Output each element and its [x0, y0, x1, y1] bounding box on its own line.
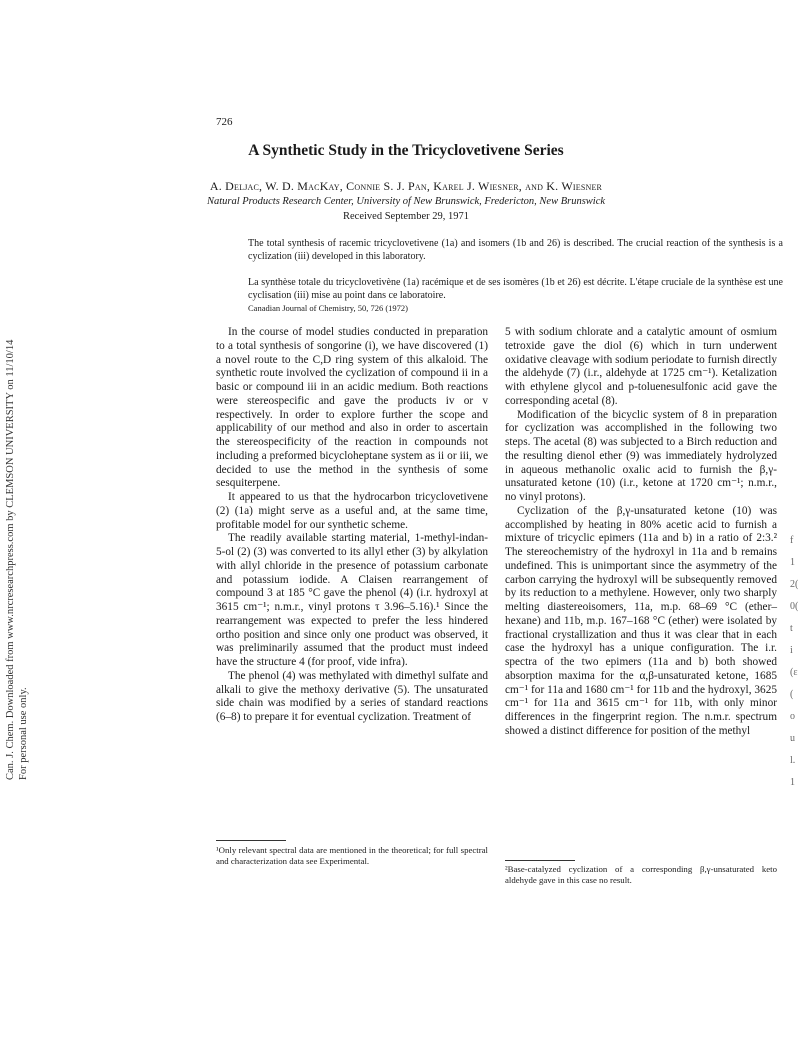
- margin-mark: l.: [790, 755, 796, 766]
- margin-mark: i: [790, 645, 793, 656]
- abstract-english: The total synthesis of racemic tricyclovetivene (1a) and isomers (1b and 26) is described. The crucial reaction of the synthesis is a cyclization (iii) developed in this laboratory.: [248, 238, 783, 262]
- received-date: Received September 29, 1971: [343, 211, 469, 222]
- paragraph: The phenol (4) was methylated with dimethyl sulfate and alkali to give the methoxy derivative (5). The unsaturated side chain was modified by a series of standard reactions (6–8) to prepare it for eventual cyclization. Treatment of: [216, 669, 488, 723]
- margin-mark: f: [790, 535, 794, 546]
- author-list: A. Deljac, W. D. MacKay, Connie S. J. Pan, Karel J. Wiesner, and K. Wiesner: [209, 179, 603, 193]
- body-column-right: [505, 326, 777, 739]
- margin-mark: 1: [790, 557, 795, 568]
- paragraph: It appeared to us that the hydrocarbon tricyclovetivene (2) (1a) might serve as a useful and, at the same time, profitable model for our synthetic scheme.: [216, 491, 488, 531]
- page-number: 726: [216, 116, 233, 128]
- margin-mark: o: [790, 711, 795, 722]
- footnote-1: ¹Only relevant spectral data are mentioned in the theoretical; for full spectral and characterization data see Experimental.: [216, 845, 488, 866]
- paragraph: Modification of the bicyclic system of 8 in preparation for cyclization was accomplished in the following two steps. The acetal (8) was subjected to a Birch reduction and the resulting dienol ether (9) was immediately hydrolyzed in aqueous methanolic oxalic acid to furnish the β,γ-unsaturated ketone (10) (i.r., ketone at 1720 cm⁻¹; n.m.r., no vinyl protons).: [505, 408, 777, 503]
- footnote-2: ²Base-catalyzed cyclization of a corresponding β,γ-unsaturated keto aldehyde gave in this case no result.: [505, 864, 777, 885]
- margin-mark: 0(: [790, 601, 799, 612]
- margin-mark: (: [790, 689, 794, 700]
- margin-mark: u: [790, 733, 795, 744]
- margin-mark: (ε: [790, 667, 798, 678]
- download-notice-line: Can. J. Chem. Downloaded from www.nrcresearchpress.com by CLEMSON UNIVERSITY on 11/10/14: [5, 339, 16, 780]
- body-column-left: [216, 326, 488, 725]
- download-notice-line: For personal use only.: [18, 687, 29, 780]
- journal-reference: Canadian Journal of Chemistry, 50, 726 (1972): [248, 303, 408, 313]
- footnote-divider: [505, 860, 575, 861]
- margin-bleed-marks: [790, 530, 798, 794]
- paragraph: In the course of model studies conducted in preparation to a total synthesis of songorine (i), we have discovered (1) a novel route to the C,D ring system of this alkaloid. The synthetic route involved the cyclization of compound ii in a basic or compound iii in an acidic medium. Both reactions were stereospecific and gave the products iv or v respectively. In order to explore further the scope and applicability of our method and also in order to ascertain the stereospecificity of the reaction in compounds not including a preformed bicycloheptane system as ii or iii, we decided to use the method in the synthesis of some sesquiterpene.: [216, 326, 488, 490]
- margin-mark: 1: [790, 777, 795, 788]
- margin-mark: 2(: [790, 579, 799, 590]
- paragraph: 5 with sodium chlorate and a catalytic amount of osmium tetroxide gave the diol (6) which in turn underwent oxidative cleavage with sodium periodate to furnish directly the aldehyde (7) (i.r., aldehyde at 1725 cm⁻¹). Ketalization with ethylene glycol and p-toluenesulfonic acid gave the corresponding acetal (8).: [505, 326, 777, 407]
- abstract-french: La synthèse totale du tricyclovetivène (1a) racémique et de ses isomères (1b et 26) est décrite. L'étape cruciale de la synthèse est une cyclisation (iii) mise au point dans ce laboratoire.: [248, 277, 783, 301]
- paragraph: Cyclization of the β,γ-unsaturated ketone (10) was accomplished by heating in 80% acetic acid to furnish a mixture of tricyclic epimers (11a and b) in a ratio of 2:3.² The stereochemistry of the hydroxyl in 11a and b remains undefined. This is unimportant since the asymmetry of the carbon carrying the hydroxyl will be subsequently removed by its reduction to a methylene. However, only two sharply melting diastereoisomers, 11a, m.p. 68–69 °C (ether–hexane) and 11b, m.p. 167–168 °C (ether) were isolated by fractional crystallization and thus it was clear that in each case the hydroxyl has a unique configuration. The i.r. spectra of the two epimers (11a and b) both showed absorption maxima for the α,β-unsaturated ketone, 1685 cm⁻¹ for 11a and 1680 cm⁻¹ for 11b and the hydroxyl, 3625 cm⁻¹ for 11a and 3615 cm⁻¹ for 11b, with only minor differences in the fingerprint region. The n.m.r. spectrum showed a distinct difference for position of the methyl: [505, 504, 777, 737]
- article-title: A Synthetic Study in the Tricyclovetivene Series: [248, 142, 564, 159]
- download-notice: [4, 340, 30, 780]
- footnote-divider: [216, 840, 286, 841]
- affiliation: Natural Products Research Center, University of New Brunswick, Fredericton, New Brunswick: [206, 196, 606, 207]
- paragraph: The readily available starting material, 1-methyl-indan-5-ol (2) (3) was converted to its allyl ether (3) by alkylation with allyl chloride in the presence of potassium carbonate and potassium iodide. A Claisen rearrangement of compound 3 at 185 °C gave the phenol (4) (i.r. hydroxyl at 3615 cm⁻¹; n.m.r., vinyl protons τ 3.96–5.16).¹ Since the rearrangement was expected to prefer the less hindered ortho position and since only one product was observed, it was preliminarily assumed that the product must indeed have the structure 4 (for proof, vide infra).: [216, 532, 488, 668]
- margin-mark: t: [790, 623, 793, 634]
